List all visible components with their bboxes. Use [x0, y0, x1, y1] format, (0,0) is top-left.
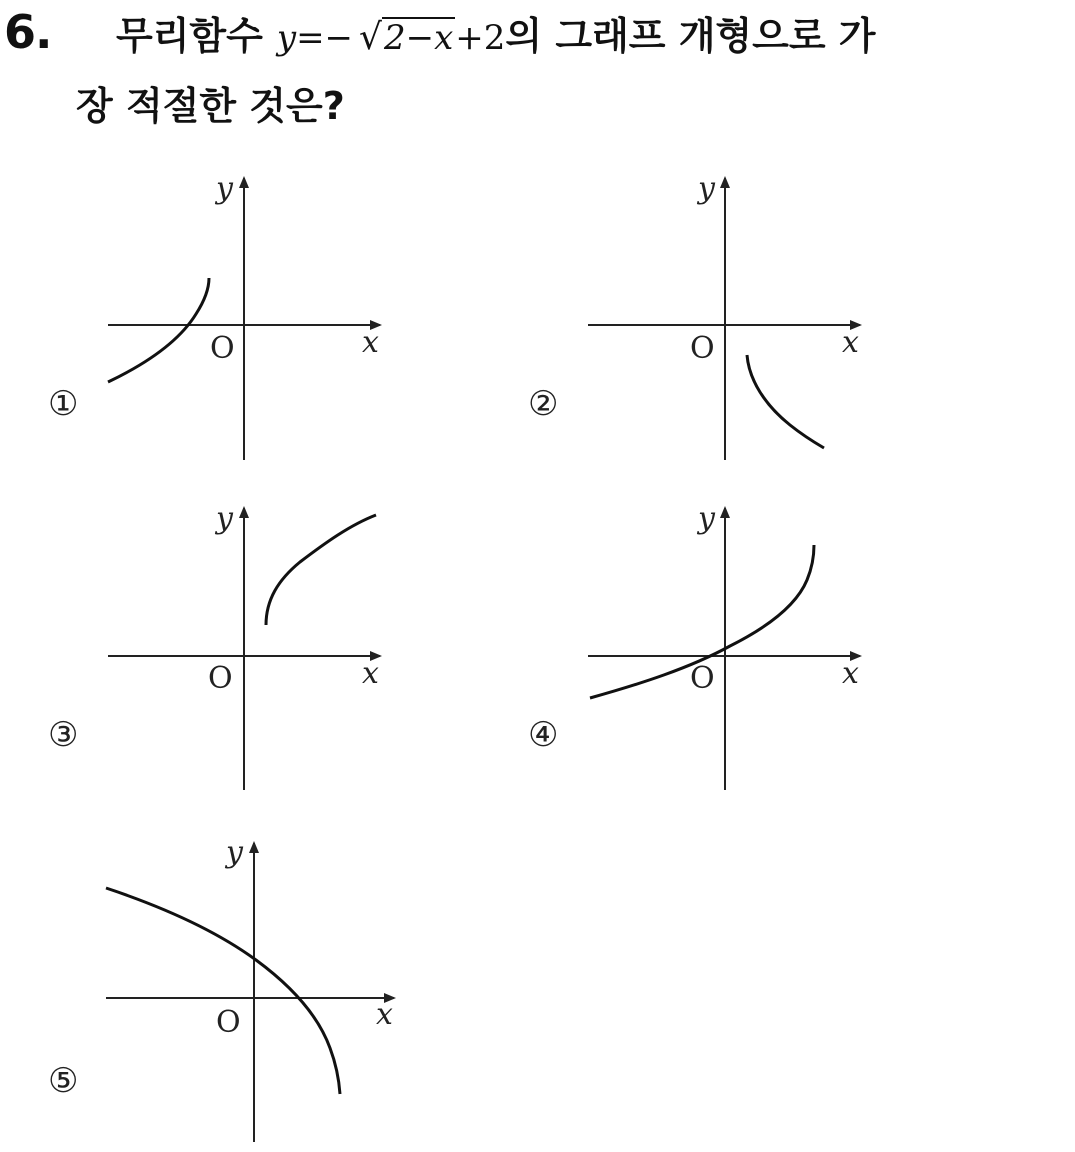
formula-equals-minus: =−	[296, 18, 354, 58]
choice-3-y-label: y	[216, 501, 233, 536]
choice-1-curve	[108, 278, 209, 382]
choice-5-y-label: y	[226, 835, 243, 870]
choice-1-graph[interactable]	[48, 171, 380, 460]
choice-2-x-label: x	[842, 325, 859, 360]
choice-2-curve	[747, 355, 824, 448]
choice-1-y-label: y	[216, 171, 233, 206]
choice-3-mark: ③	[48, 715, 79, 755]
choice-4-y-label: y	[698, 501, 715, 536]
choice-2-mark: ②	[528, 384, 559, 424]
choice-1-origin-label: O	[210, 331, 235, 366]
question-text-after: 의 그래프 개형으로 가	[505, 14, 876, 58]
choice-4-graph[interactable]	[528, 501, 860, 790]
choice-2-graph[interactable]	[528, 171, 860, 460]
choice-3-graph[interactable]	[48, 501, 380, 790]
formula-constant: +2	[455, 18, 506, 58]
choice-4-origin-label: O	[690, 661, 715, 696]
choice-4-mark: ④	[528, 715, 559, 755]
choice-3-origin-label: O	[208, 661, 233, 696]
choice-2-y-label: y	[698, 171, 715, 206]
question-text-line2: 장 적절한 것은?	[76, 84, 345, 128]
choice-5-curve	[106, 888, 340, 1094]
choice-5-origin-label: O	[216, 1005, 241, 1040]
choice-5-graph[interactable]	[48, 835, 394, 1142]
choice-5-mark: ⑤	[48, 1061, 79, 1101]
choice-5-x-label: x	[376, 997, 393, 1032]
choice-3-x-label: x	[362, 656, 379, 691]
radical-sign-icon: √	[359, 17, 382, 58]
formula-radicand: 2−x	[384, 18, 454, 58]
question-text-before: 무리함수	[116, 14, 263, 58]
choice-1-x-label: x	[362, 325, 379, 360]
choice-3-curve	[266, 515, 376, 625]
choice-1-mark: ①	[48, 384, 79, 424]
question-number: 6.	[4, 5, 52, 59]
choice-2-origin-label: O	[690, 331, 715, 366]
choice-4-x-label: x	[842, 656, 859, 691]
formula-lhs: y	[276, 18, 297, 58]
